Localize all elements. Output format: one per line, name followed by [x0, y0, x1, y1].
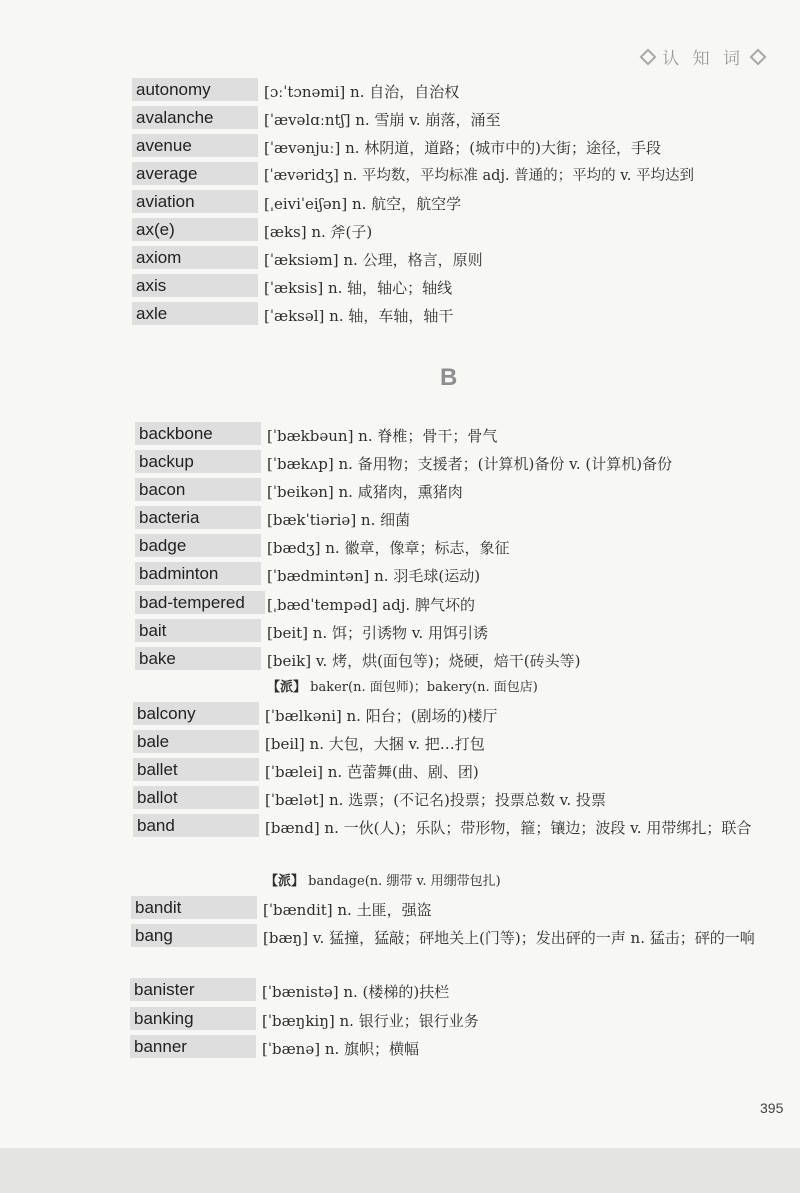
definition: [ˌeiviˈeiʃən] n. 航空，航空学: [264, 195, 462, 213]
definition: [ˈbænə] n. 旗帜；横幅: [262, 1040, 420, 1058]
headword: backbone: [135, 422, 261, 445]
headword: bad-tempered: [135, 591, 265, 614]
headword: avenue: [132, 134, 258, 157]
headword: balcony: [133, 702, 259, 725]
definition: [beil] n. 大包，大捆 v. 把…打包: [265, 735, 485, 753]
headword: axiom: [132, 246, 258, 269]
diamond-icon: [750, 48, 767, 65]
definition: [ˈbækʌp] n. 备用物；支援者；(计算机)备份 v. (计算机)备份: [267, 455, 673, 473]
definition: [ˈbændit] n. 土匪，强盗: [263, 901, 432, 919]
definition: [bænd] n. 一伙(人)；乐队；带形物，箍；镶边；波段 v. 用带绑扎；联合: [265, 819, 752, 837]
headword: ax(e): [132, 218, 258, 241]
headword: banner: [130, 1035, 256, 1058]
definition: [bædʒ] n. 徽章，像章；标志，象征: [267, 539, 510, 557]
derivative-mark: 【派】: [267, 680, 307, 695]
headword: avalanche: [132, 106, 258, 129]
headword: bale: [133, 730, 259, 753]
diamond-icon: [640, 48, 657, 65]
headword: band: [133, 814, 259, 837]
headword: bait: [135, 619, 261, 642]
definition: [æks] n. 斧(子): [264, 223, 373, 241]
headword: backup: [135, 450, 261, 473]
headword: bacon: [135, 478, 261, 501]
derivative-mark: 【派】: [265, 874, 305, 889]
definition: [beit] n. 饵；引诱物 v. 用饵引诱: [267, 624, 488, 642]
derivative-text: baker(n. 面包师)；bakery(n. 面包店): [310, 680, 538, 695]
headword: autonomy: [132, 78, 258, 101]
headword: banister: [130, 978, 256, 1001]
headword: ballot: [133, 786, 259, 809]
derivative-text: bandage(n. 绷带 v. 用绷带包扎): [308, 874, 501, 889]
definition: [ˈævənjuː] n. 林阴道，道路；(城市中的)大街；途径，手段: [264, 139, 661, 157]
headword: banking: [130, 1007, 256, 1030]
page-header: [634, 44, 772, 69]
definition: [ɔːˈtɔnəmi] n. 自治，自治权: [264, 83, 460, 101]
derivative: [265, 872, 501, 892]
definition: [ˈbækbəun] n. 脊椎；骨干；骨气: [267, 427, 498, 445]
definition: [ˈævəlɑːntʃ] n. 雪崩 v. 崩落，涌至: [264, 111, 501, 129]
definition: [ˈbælkəni] n. 阳台；(剧场的)楼厅: [265, 707, 498, 725]
headword: axis: [132, 274, 258, 297]
section-letter: B: [440, 364, 458, 391]
definition: [ˌbædˈtempəd] adj. 脾气坏的: [267, 596, 475, 614]
definition: [ˈbædmintən] n. 羽毛球(运动): [267, 567, 481, 585]
headword: bandit: [131, 896, 257, 919]
header-title: 认 知 词: [662, 49, 744, 69]
definition: [ˈæksiəm] n. 公理，格言，原则: [264, 251, 483, 269]
definition: [bæŋ] v. 猛撞，猛敲；砰地关上(门等)；发出砰的一声 n. 猛击；砰的一响: [263, 929, 755, 947]
headword: bacteria: [135, 506, 261, 529]
headword: ballet: [133, 758, 259, 781]
definition: [bækˈtiəriə] n. 细菌: [267, 511, 411, 529]
definition: [beik] v. 烤，烘(面包等)；烧硬，焙干(砖头等): [267, 652, 581, 670]
definition: [ˈbeikən] n. 咸猪肉，熏猪肉: [267, 483, 463, 501]
definition: [ˈbæŋkiŋ] n. 银行业；银行业务: [262, 1012, 479, 1030]
headword: axle: [132, 302, 258, 325]
headword: bang: [131, 924, 257, 947]
derivative: [267, 678, 538, 698]
definition: [ˈbænistə] n. (楼梯的)扶栏: [262, 983, 450, 1001]
headword: bake: [135, 647, 261, 670]
headword: aviation: [132, 190, 258, 213]
definition: [ˈbælət] n. 选票；(不记名)投票；投票总数 v. 投票: [265, 791, 606, 809]
headword: badge: [135, 534, 261, 557]
headword: average: [132, 162, 258, 185]
definition: [ˈæksis] n. 轴，轴心；轴线: [264, 279, 453, 297]
page-shadow: [0, 1148, 800, 1193]
definition: [ˈæksəl] n. 轴，车轴，轴干: [264, 307, 454, 325]
definition: [ˈævəridʒ] n. 平均数，平均标准 adj. 普通的；平均的 v. 平均达到: [264, 168, 694, 184]
headword: badminton: [135, 562, 261, 585]
page-number: 395: [760, 1100, 784, 1116]
definition: [ˈbælei] n. 芭蕾舞(曲、剧、团): [265, 763, 479, 781]
